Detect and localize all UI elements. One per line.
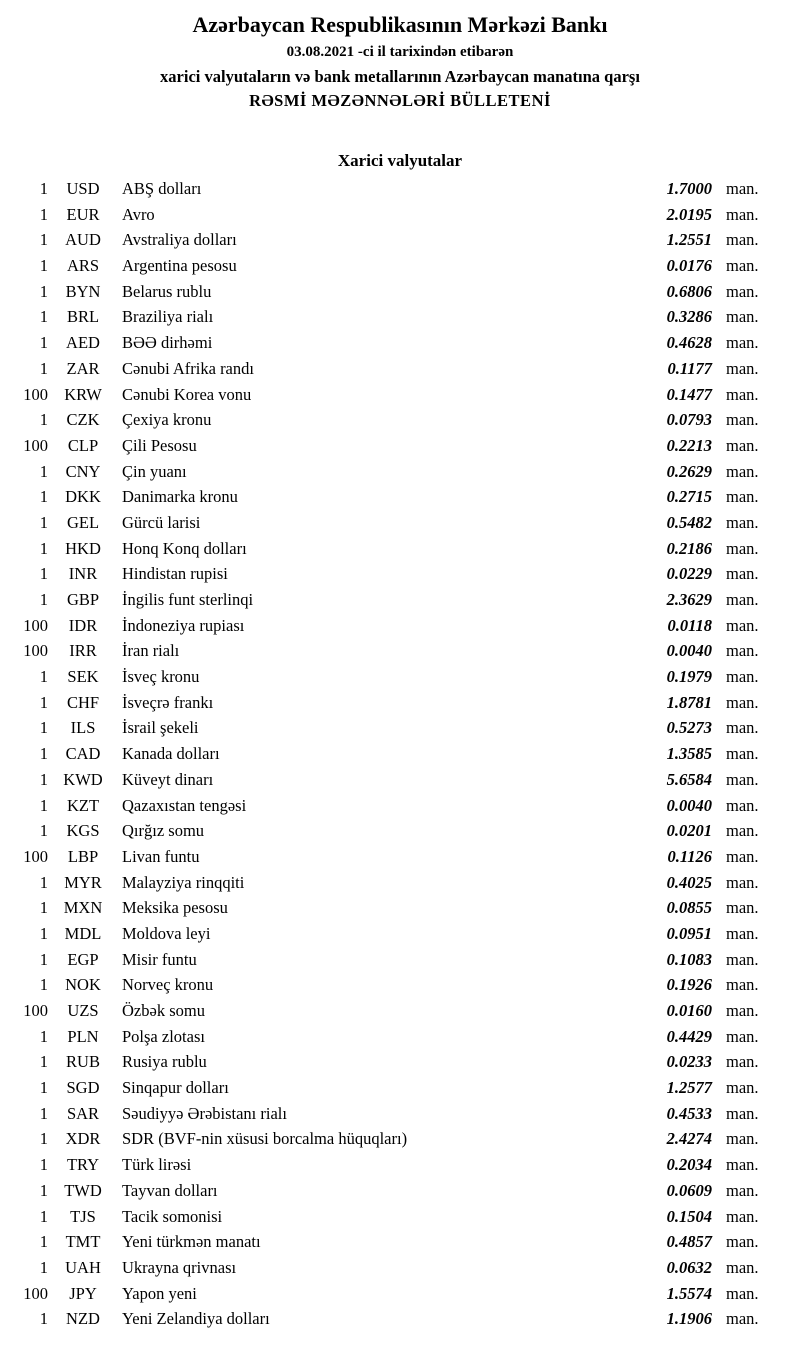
- rate-value: 0.0160: [666, 1001, 712, 1020]
- table-row: [0, 616, 800, 642]
- table-row: [0, 333, 800, 359]
- table-row: [0, 359, 800, 385]
- rate-value: 5.6584: [666, 769, 712, 789]
- currency-code: KRW: [64, 384, 102, 404]
- quantity: 1: [39, 692, 48, 712]
- currency-name: Livan funtu: [122, 846, 200, 866]
- quantity: 1: [39, 1257, 48, 1277]
- page-title: Azərbaycan Respublikasının Mərkəzi Bankı: [192, 12, 608, 37]
- table-row: [0, 1155, 800, 1181]
- unit-label: man.: [726, 435, 759, 455]
- currency-code: KWD: [63, 769, 103, 789]
- unit-label: man.: [726, 718, 759, 738]
- bulletin-title-line: RƏSMİ MƏZƏNNƏLƏRİ BÜLLETENİ: [249, 91, 551, 110]
- currency-code: AUD: [65, 230, 101, 250]
- unit-label: man.: [726, 821, 759, 841]
- rate-value: 2.4274: [666, 1129, 712, 1149]
- effective-date-line: 03.08.2021 -ci il tarixindən etibarən: [286, 44, 514, 60]
- currency-name: İsveçrə frankı: [122, 692, 214, 712]
- currency-code: CLP: [67, 435, 99, 455]
- currency-code: XDR: [65, 1129, 101, 1149]
- rate-value: 1.3585: [666, 744, 712, 764]
- quantity: 1: [39, 307, 48, 327]
- rate-value: 0.0176: [666, 256, 712, 276]
- currency-code: SEK: [67, 667, 99, 687]
- quantity: 1: [39, 281, 48, 301]
- table-row: [0, 796, 800, 822]
- table-row: [0, 1104, 800, 1130]
- rate-value: 2.3629: [666, 590, 712, 609]
- unit-label: man.: [726, 1103, 759, 1123]
- rate-value: 0.3286: [666, 307, 712, 327]
- unit-label: man.: [726, 872, 759, 892]
- table-row: [0, 1232, 800, 1258]
- quantity: 1: [39, 1180, 48, 1200]
- unit-label: man.: [726, 281, 759, 301]
- currency-code: MXN: [63, 898, 103, 918]
- rates-table: [0, 179, 800, 1335]
- currency-code: USD: [66, 179, 100, 198]
- table-row: [0, 1207, 800, 1233]
- currency-code: DKK: [65, 487, 101, 507]
- currency-code: CHF: [66, 692, 100, 712]
- quantity: 100: [23, 435, 48, 455]
- currency-name: Honq Konq dolları: [122, 538, 247, 558]
- unit-label: man.: [726, 1078, 759, 1098]
- rate-value: 0.0951: [666, 923, 712, 943]
- currency-code: CNY: [65, 461, 101, 481]
- rate-value: 0.4628: [666, 333, 712, 353]
- unit-label: man.: [726, 769, 759, 789]
- quantity: 1: [39, 1026, 48, 1046]
- unit-label: man.: [726, 384, 759, 404]
- currency-code: SGD: [66, 1078, 100, 1098]
- currency-code: GEL: [66, 512, 100, 532]
- currency-name: Yapon yeni: [122, 1283, 197, 1303]
- table-row: [0, 1027, 800, 1053]
- currency-name: Çexiya kronu: [122, 410, 212, 430]
- quantity: 1: [39, 718, 48, 738]
- currency-name: Küveyt dinarı: [122, 769, 214, 789]
- quantity: 100: [23, 1283, 48, 1303]
- quantity: 1: [39, 204, 48, 224]
- table-row: [0, 744, 800, 770]
- currency-code: SAR: [66, 1103, 100, 1123]
- currency-name: Yeni türkmən manatı: [122, 1232, 261, 1252]
- rate-value: 0.1926: [666, 975, 712, 995]
- quantity: 1: [39, 564, 48, 584]
- rate-value: 0.1979: [666, 667, 712, 687]
- table-row: [0, 282, 800, 308]
- currency-code: ZAR: [66, 358, 100, 378]
- table-row: [0, 230, 800, 256]
- unit-label: man.: [726, 333, 759, 353]
- quantity: 1: [39, 230, 48, 250]
- currency-name: Moldova leyi: [122, 923, 211, 943]
- currency-code: HKD: [65, 538, 101, 558]
- unit-label: man.: [726, 1283, 759, 1303]
- currency-code: EUR: [66, 204, 100, 224]
- quantity: 1: [39, 898, 48, 918]
- quantity: 1: [39, 538, 48, 558]
- rate-value: 1.2577: [666, 1078, 712, 1098]
- currency-name: Cənubi Korea vonu: [122, 384, 252, 404]
- unit-label: man.: [726, 975, 759, 995]
- table-row: [0, 1309, 800, 1335]
- unit-label: man.: [726, 179, 759, 198]
- currency-name: Argentina pesosu: [122, 256, 237, 276]
- rate-value: 0.1504: [666, 1206, 712, 1226]
- rate-value: 0.6806: [666, 281, 712, 301]
- currency-name: Səudiyyə Ərəbistanı rialı: [122, 1103, 287, 1123]
- unit-label: man.: [726, 564, 759, 584]
- subtitle-line: xarici valyutaların və bank metallarının Azərbaycan manatına qarşı: [160, 67, 640, 86]
- currency-code: IRR: [69, 641, 97, 661]
- quantity: 1: [39, 821, 48, 841]
- table-row: [0, 307, 800, 333]
- quantity: 1: [39, 975, 48, 995]
- table-row: [0, 667, 800, 693]
- table-row: [0, 462, 800, 488]
- rate-value: 0.4025: [666, 872, 712, 892]
- unit-label: man.: [726, 923, 759, 943]
- currency-name: Çili Pesosu: [122, 435, 197, 455]
- rate-value: 1.7000: [666, 179, 712, 198]
- unit-label: man.: [726, 1155, 759, 1175]
- quantity: 1: [39, 1103, 48, 1123]
- unit-label: man.: [726, 1309, 759, 1329]
- unit-label: man.: [726, 1026, 759, 1046]
- table-row: [0, 693, 800, 719]
- quantity: 1: [39, 1078, 48, 1098]
- rate-value: 0.1083: [666, 949, 712, 969]
- unit-label: man.: [726, 795, 759, 815]
- rate-value: 0.0040: [666, 641, 712, 661]
- rate-value: 0.5482: [666, 512, 712, 532]
- currency-code: TJS: [70, 1206, 96, 1226]
- quantity: 1: [39, 1309, 48, 1329]
- currency-code: RUB: [66, 1052, 100, 1072]
- table-row: [0, 256, 800, 282]
- rate-value: 0.1177: [667, 358, 712, 378]
- currency-name: Qırğız somu: [122, 821, 205, 841]
- quantity: 1: [39, 1129, 48, 1149]
- quantity: 1: [39, 256, 48, 276]
- currency-name: Özbək somu: [122, 1001, 205, 1020]
- rate-value: 0.4429: [666, 1026, 712, 1046]
- table-row: [0, 950, 800, 976]
- rate-value: 2.0195: [666, 204, 712, 224]
- unit-label: man.: [726, 1206, 759, 1226]
- table-row: [0, 1052, 800, 1078]
- table-row: [0, 487, 800, 513]
- currency-code: TWD: [64, 1180, 102, 1200]
- rate-value: 0.0609: [666, 1180, 712, 1200]
- currency-code: TMT: [65, 1232, 101, 1252]
- table-row: [0, 590, 800, 616]
- rate-value: 0.2034: [666, 1155, 712, 1175]
- quantity: 1: [39, 769, 48, 789]
- rate-value: 0.0118: [667, 615, 712, 635]
- currency-code: BRL: [66, 307, 100, 327]
- unit-label: man.: [726, 487, 759, 507]
- quantity: 1: [39, 333, 48, 353]
- quantity: 1: [39, 461, 48, 481]
- table-row: [0, 821, 800, 847]
- table-row: [0, 564, 800, 590]
- table-row: [0, 873, 800, 899]
- currency-name: Tacik somonisi: [122, 1206, 223, 1226]
- unit-label: man.: [726, 538, 759, 558]
- rate-value: 0.1126: [667, 846, 712, 866]
- currency-code: IDR: [68, 615, 98, 635]
- currency-code: TRY: [66, 1155, 100, 1175]
- currency-name: Norveç kronu: [122, 975, 214, 995]
- currency-name: Yeni Zelandiya dolları: [122, 1309, 270, 1329]
- unit-label: man.: [726, 1001, 759, 1020]
- rate-value: 1.1906: [666, 1309, 712, 1329]
- unit-label: man.: [726, 949, 759, 969]
- quantity: 1: [39, 795, 48, 815]
- quantity: 1: [39, 1206, 48, 1226]
- rate-value: 0.0233: [666, 1052, 712, 1072]
- rate-value: 0.2629: [666, 461, 712, 481]
- unit-label: man.: [726, 1052, 759, 1072]
- table-row: [0, 513, 800, 539]
- unit-label: man.: [726, 307, 759, 327]
- unit-label: man.: [726, 358, 759, 378]
- unit-label: man.: [726, 744, 759, 764]
- quantity: 1: [39, 949, 48, 969]
- quantity: 1: [39, 358, 48, 378]
- quantity: 1: [39, 590, 48, 609]
- currency-code: ARS: [66, 256, 100, 276]
- quantity: 1: [39, 512, 48, 532]
- currency-name: ABŞ dolları: [122, 179, 202, 198]
- currency-code: GBP: [66, 590, 100, 609]
- unit-label: man.: [726, 512, 759, 532]
- table-row: [0, 1284, 800, 1310]
- currency-name: Türk lirəsi: [122, 1155, 192, 1175]
- currency-code: INR: [68, 564, 98, 584]
- unit-label: man.: [726, 204, 759, 224]
- rate-value: 1.5574: [666, 1283, 712, 1303]
- table-row: [0, 770, 800, 796]
- currency-name: İsveç kronu: [122, 667, 200, 687]
- currency-name: Malayziya rinqqiti: [122, 872, 245, 892]
- currency-code: NZD: [66, 1309, 100, 1329]
- currency-code: AED: [66, 333, 100, 353]
- table-row: [0, 1258, 800, 1284]
- quantity: 1: [39, 667, 48, 687]
- currency-name: Misir funtu: [122, 949, 197, 969]
- currency-code: UAH: [65, 1257, 101, 1277]
- currency-name: Qazaxıstan tengəsi: [122, 795, 247, 815]
- currency-name: Braziliya rialı: [122, 307, 214, 327]
- unit-label: man.: [726, 230, 759, 250]
- rate-value: 0.0201: [666, 821, 712, 841]
- table-row: [0, 641, 800, 667]
- quantity: 1: [39, 487, 48, 507]
- rate-value: 0.5273: [666, 718, 712, 738]
- quantity: 1: [39, 410, 48, 430]
- table-row: [0, 847, 800, 873]
- currency-name: Sinqapur dolları: [122, 1078, 229, 1098]
- quantity: 1: [39, 744, 48, 764]
- table-row: [0, 205, 800, 231]
- quantity: 100: [23, 615, 48, 635]
- currency-name: Rusiya rublu: [122, 1052, 207, 1072]
- unit-label: man.: [726, 641, 759, 661]
- rate-value: 0.4857: [666, 1232, 712, 1252]
- currency-name: İndoneziya rupiası: [122, 615, 245, 635]
- currency-code: MYR: [64, 872, 102, 892]
- unit-label: man.: [726, 1180, 759, 1200]
- section-title-foreign-currencies: Xarici valyutalar: [337, 151, 463, 170]
- table-row: [0, 975, 800, 1001]
- currency-name: Gürcü larisi: [122, 512, 201, 532]
- currency-name: Danimarka kronu: [122, 487, 238, 507]
- table-row: [0, 1001, 800, 1027]
- currency-code: CAD: [65, 744, 101, 764]
- rate-value: 0.0793: [666, 410, 712, 430]
- currency-name: BƏƏ dirhəmi: [122, 333, 213, 353]
- quantity: 1: [39, 1155, 48, 1175]
- table-row: [0, 924, 800, 950]
- currency-code: ILS: [70, 718, 96, 738]
- currency-code: KGS: [66, 821, 100, 841]
- currency-code: MDL: [64, 923, 102, 943]
- unit-label: man.: [726, 590, 759, 609]
- quantity: 100: [23, 384, 48, 404]
- table-row: [0, 718, 800, 744]
- rate-value: 0.2186: [666, 538, 712, 558]
- quantity: 1: [39, 1232, 48, 1252]
- unit-label: man.: [726, 615, 759, 635]
- rate-value: 0.2213: [666, 435, 712, 455]
- currency-name: İngilis funt sterlinqi: [122, 590, 254, 609]
- rate-value: 0.2715: [666, 487, 712, 507]
- currency-name: SDR (BVF-nin xüsusi borcalma hüquqları): [122, 1129, 408, 1149]
- currency-name: Hindistan rupisi: [122, 564, 228, 584]
- quantity: 1: [39, 872, 48, 892]
- currency-name: Çin yuanı: [122, 461, 187, 481]
- currency-code: PLN: [67, 1026, 99, 1046]
- table-row: [0, 179, 800, 205]
- table-row: [0, 1078, 800, 1104]
- quantity: 100: [23, 1001, 48, 1020]
- unit-label: man.: [726, 1129, 759, 1149]
- table-row: [0, 539, 800, 565]
- document-header: [0, 12, 800, 111]
- currency-code: BYN: [65, 281, 101, 301]
- currency-code: LBP: [67, 846, 99, 866]
- currency-name: Kanada dolları: [122, 744, 220, 764]
- unit-label: man.: [726, 846, 759, 866]
- quantity: 1: [39, 179, 48, 198]
- unit-label: man.: [726, 667, 759, 687]
- table-row: [0, 410, 800, 436]
- currency-name: Ukrayna qrivnası: [122, 1257, 237, 1277]
- table-row: [0, 1129, 800, 1155]
- unit-label: man.: [726, 461, 759, 481]
- currency-name: Meksika pesosu: [122, 898, 228, 918]
- currency-name: Belarus rublu: [122, 281, 212, 301]
- currency-code: KZT: [66, 795, 100, 815]
- currency-name: Polşa zlotası: [122, 1026, 205, 1046]
- rate-value: 0.1477: [666, 384, 712, 404]
- currency-code: UZS: [67, 1001, 99, 1020]
- currency-name: Cənubi Afrika randı: [122, 358, 254, 378]
- rate-value: 1.2551: [666, 230, 712, 250]
- currency-code: EGP: [67, 949, 99, 969]
- unit-label: man.: [726, 410, 759, 430]
- currency-name: İsrail şekeli: [122, 718, 199, 738]
- currency-code: NOK: [65, 975, 101, 995]
- currency-code: CZK: [66, 410, 100, 430]
- table-row: [0, 898, 800, 924]
- unit-label: man.: [726, 692, 759, 712]
- rate-value: 0.0855: [666, 898, 712, 918]
- rate-value: 1.8781: [666, 692, 712, 712]
- unit-label: man.: [726, 256, 759, 276]
- table-row: [0, 1181, 800, 1207]
- currency-code: JPY: [69, 1283, 97, 1303]
- table-row: [0, 385, 800, 411]
- quantity: 100: [23, 641, 48, 661]
- rate-value: 0.0632: [666, 1257, 712, 1277]
- rate-value: 0.4533: [666, 1103, 712, 1123]
- table-row: [0, 436, 800, 462]
- quantity: 100: [23, 846, 48, 866]
- unit-label: man.: [726, 898, 759, 918]
- unit-label: man.: [726, 1257, 759, 1277]
- unit-label: man.: [726, 1232, 759, 1252]
- quantity: 1: [39, 923, 48, 943]
- rate-value: 0.0229: [666, 564, 712, 584]
- currency-name: Avro: [122, 204, 155, 224]
- quantity: 1: [39, 1052, 48, 1072]
- currency-name: Avstraliya dolları: [122, 230, 237, 250]
- rate-value: 0.0040: [666, 795, 712, 815]
- currency-name: Tayvan dolları: [122, 1180, 218, 1200]
- currency-name: İran rialı: [122, 641, 180, 661]
